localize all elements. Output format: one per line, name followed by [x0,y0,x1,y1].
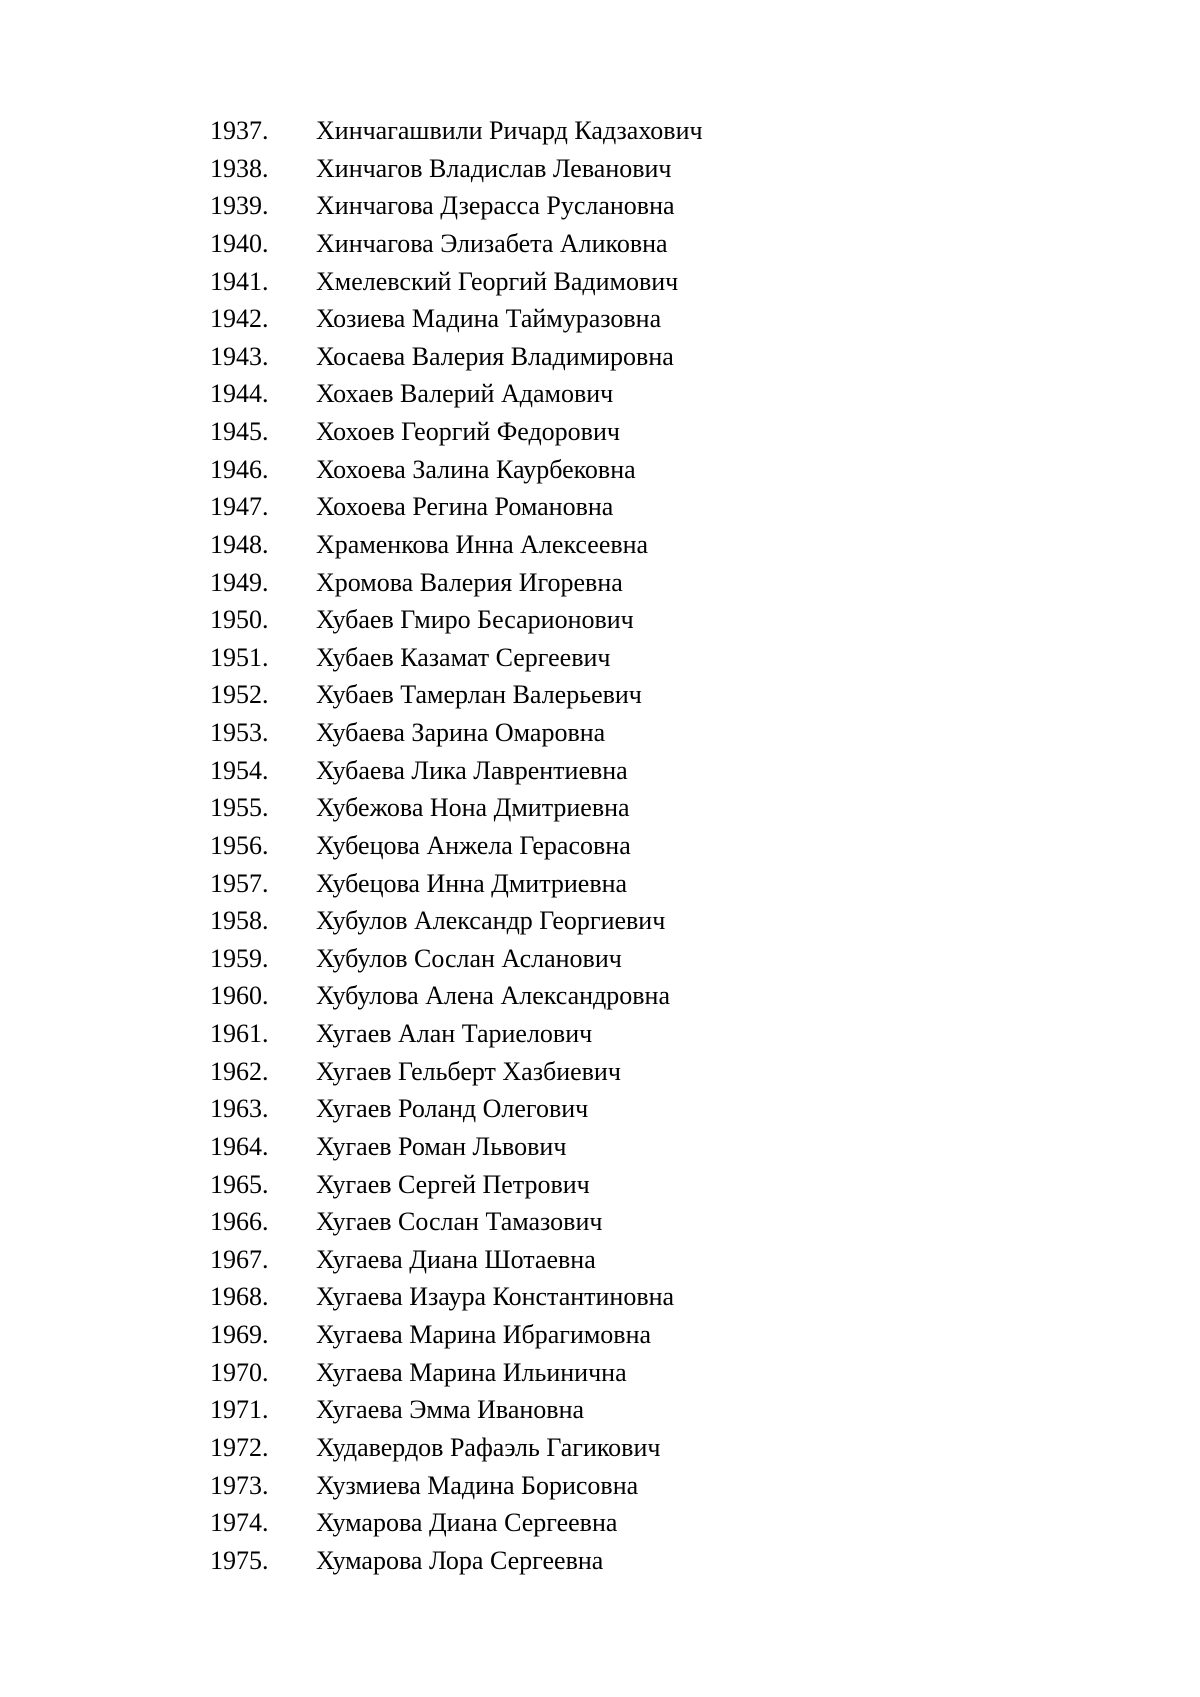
person-name: Хугаев Гельберт Хазбиевич [316,1056,621,1086]
item-number: 1952. [210,680,269,710]
item-number: 1953. [210,718,269,747]
item-number: 1961. [210,1019,269,1048]
person-name: Хугаев Роман Львович [316,1131,567,1161]
person-name: Хугаева Марина Ильинична [316,1357,627,1387]
item-number: 1964. [210,1131,269,1161]
person-name: Худавердов Рафаэль Гагикович [316,1432,661,1462]
person-name: Хугаева Эмма Ивановна [316,1395,585,1425]
person-name: Хумарова Диана Сергеевна [316,1508,618,1538]
person-name: Хинчагов Владислав Леванович [316,153,672,183]
person-name: Хохоева Регина Романовна [316,492,614,522]
item-number: 1974. [210,1508,269,1538]
item-number: 1944. [210,379,269,409]
item-number: 1947. [210,492,269,522]
item-number: 1960. [210,981,269,1011]
item-number: 1941. [210,266,269,296]
item-number: 1938. [210,153,269,183]
person-name: Хмелевский Георгий Вадимович [316,266,679,296]
person-name: Хугаев Сергей Петрович [316,1169,590,1199]
item-number: 1957. [210,868,269,898]
item-number: 1975. [210,1545,269,1575]
person-name: Хубулова Алена Александровна [316,981,670,1011]
item-number: 1950. [210,605,269,635]
item-number: 1966. [210,1207,269,1237]
item-number: 1939. [210,191,269,221]
item-number: 1942. [210,304,269,334]
person-name: Хубецова Анжела Герасовна [316,830,631,860]
item-number: 1948. [210,529,269,559]
person-name: Хохоева Залина Каурбековна [316,454,636,484]
person-name: Хубаев Тамерлан Валерьевич [316,680,642,710]
person-name: Хинчагова Элизабета Аликовна [316,228,668,258]
person-name: Хосаева Валерия Владимировна [316,341,674,371]
person-name: Хугаева Марина Ибрагимовна [316,1320,652,1349]
person-name: Хузмиева Мадина Борисовна [316,1470,639,1500]
item-number: 1940. [210,228,269,258]
person-name: Хубежова Нона Дмитриевна [316,793,630,823]
item-number: 1943. [210,341,269,371]
person-name: Хубулов Сослан Асланович [316,943,622,973]
item-number: 1970. [210,1357,269,1387]
person-name: Хубулов Александр Георгиевич [316,906,666,936]
person-name: Хохоев Георгий Федорович [316,417,620,446]
person-name: Хубаев Казамат Сергеевич [316,642,611,672]
person-name: Храменкова Инна Алексеевна [316,529,649,559]
item-number: 1958. [210,906,269,936]
item-number: 1949. [210,567,269,597]
person-name: Хубецова Инна Дмитриевна [316,868,628,898]
person-name: Хугаева Диана Шотаевна [316,1244,596,1274]
item-number: 1956. [210,830,269,860]
person-name: Хугаев Сослан Тамазович [316,1207,603,1237]
item-number: 1937. [210,116,269,145]
person-name: Хумарова Лора Сергеевна [316,1545,604,1575]
item-number: 1963. [210,1094,269,1124]
person-name: Хозиева Мадина Таймуразовна [316,304,662,334]
item-number: 1973. [210,1470,269,1500]
item-number: 1946. [210,454,269,484]
person-name: Хинчагашвили Ричард Кадзахович [316,116,703,145]
item-number: 1972. [210,1432,269,1462]
item-number: 1954. [210,755,269,785]
person-name: Хугаев Роланд Олегович [316,1094,589,1124]
person-name: Хромова Валерия Игоревна [316,567,623,597]
person-name: Хохаев Валерий Адамович [316,379,614,409]
item-number: 1967. [210,1244,269,1274]
item-number: 1965. [210,1169,269,1199]
person-name: Хинчагова Дзерасса Руслановна [316,191,675,221]
item-number: 1969. [210,1320,269,1349]
item-number: 1962. [210,1056,269,1086]
person-name: Хубаев Гмиро Бесарионович [316,605,634,635]
item-number: 1951. [210,642,269,672]
person-name: Хубаева Зарина Омаровна [316,718,606,747]
item-number: 1971. [210,1395,269,1425]
item-number: 1959. [210,943,269,973]
person-name: Хубаева Лика Лаврентиевна [316,755,628,785]
person-name: Хугаев Алан Тариелович [316,1019,593,1048]
item-number: 1945. [210,417,269,446]
item-number: 1968. [210,1282,269,1312]
person-name: Хугаева Изаура Константиновна [316,1282,675,1312]
item-number: 1955. [210,793,269,823]
